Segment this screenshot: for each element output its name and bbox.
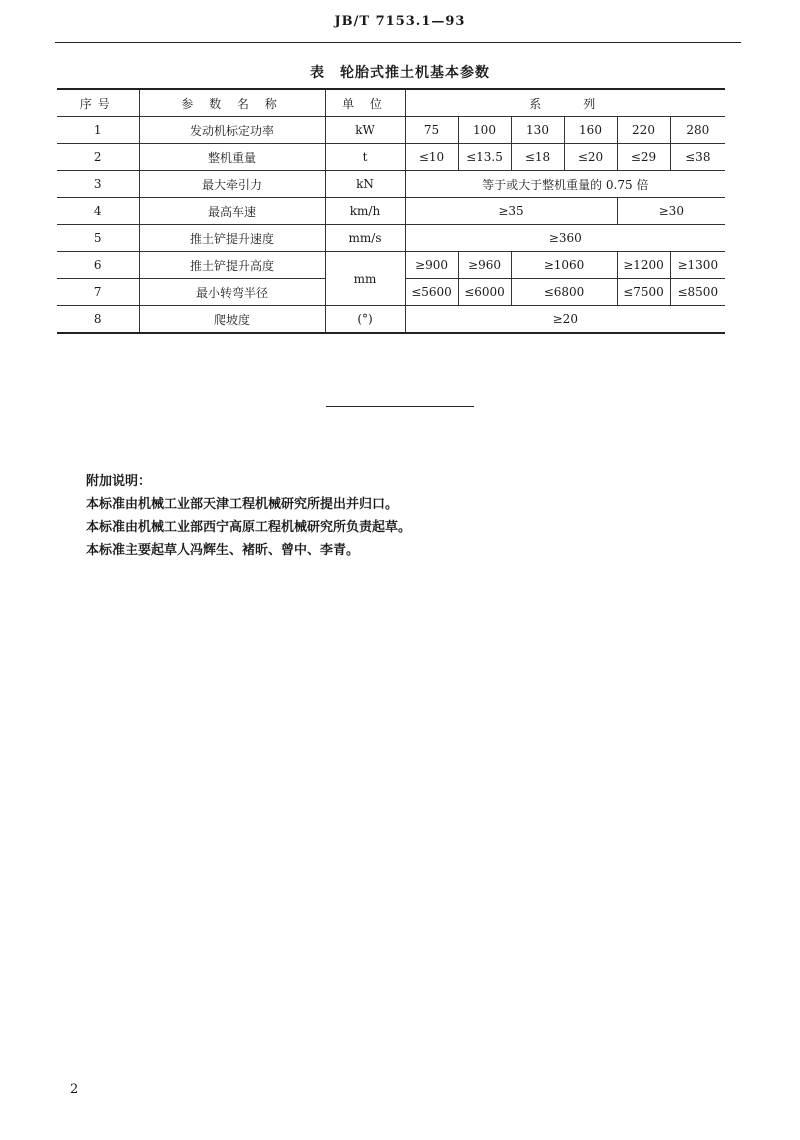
row-unit: (°): [325, 306, 405, 334]
row-index: 1: [57, 117, 139, 144]
notes-line: 本标准由机械工业部天津工程机械研究所提出并归口。: [86, 497, 399, 512]
row-value: ≤5600: [405, 279, 458, 306]
row-value: ≥1200: [617, 252, 670, 279]
row-unit: mm: [325, 252, 405, 306]
row-unit: km/h: [325, 198, 405, 225]
row-value: ≤10: [405, 144, 458, 171]
row-index: 2: [57, 144, 139, 171]
page-number: 2: [70, 1082, 79, 1097]
row-unit: mm/s: [325, 225, 405, 252]
row-name: 最高车速: [139, 198, 325, 225]
header-rule: [55, 42, 741, 43]
row-value: ≥30: [617, 198, 725, 225]
row-value: ≥35: [405, 198, 617, 225]
row-value: ≤29: [617, 144, 670, 171]
row-value: 280: [670, 117, 725, 144]
header-name: 参 数 名 称: [139, 89, 325, 117]
row-unit: kW: [325, 117, 405, 144]
standard-code: JB/T 7153.1—93: [334, 14, 466, 29]
parameters-table: [57, 88, 725, 334]
row-value: ≥1060: [511, 252, 617, 279]
table-row: [57, 252, 725, 279]
row-index: 3: [57, 171, 139, 198]
row-value: ≥1300: [670, 252, 725, 279]
row-value: ≤18: [511, 144, 564, 171]
row-name: 发动机标定功率: [139, 117, 325, 144]
row-value: ≥360: [405, 225, 725, 252]
table-title: 表 轮胎式推土机基本参数: [310, 65, 490, 81]
table-row: [57, 198, 725, 225]
table-row: [57, 144, 725, 171]
row-value: ≤8500: [670, 279, 725, 306]
row-name: 推土铲提升速度: [139, 225, 325, 252]
row-value: ≤6800: [511, 279, 617, 306]
header-index: 序号: [57, 89, 139, 117]
row-value: ≤7500: [617, 279, 670, 306]
row-value: ≤6000: [458, 279, 511, 306]
table-row: [57, 171, 725, 198]
row-index: 7: [57, 279, 139, 306]
table-row: [57, 306, 725, 334]
row-value: 220: [617, 117, 670, 144]
end-rule: [326, 406, 474, 407]
row-value: 75: [405, 117, 458, 144]
row-index: 5: [57, 225, 139, 252]
header-unit: 单 位: [325, 89, 405, 117]
notes-line: 本标准由机械工业部西宁高原工程机械研究所负责起草。: [86, 520, 412, 535]
additional-notes: [86, 470, 726, 562]
row-value: ≤13.5: [458, 144, 511, 171]
row-value: ≥900: [405, 252, 458, 279]
row-unit: t: [325, 144, 405, 171]
row-index: 4: [57, 198, 139, 225]
notes-heading: 附加说明：: [86, 474, 152, 489]
row-index: 6: [57, 252, 139, 279]
header-series: 系 列: [405, 89, 725, 117]
notes-line: 本标准主要起草人冯辉生、褚昕、曾中、李青。: [86, 543, 360, 558]
row-value: 160: [564, 117, 617, 144]
row-value: ≤38: [670, 144, 725, 171]
row-value: 100: [458, 117, 511, 144]
row-unit: kN: [325, 171, 405, 198]
row-index: 8: [57, 306, 139, 334]
table-header-row: [57, 89, 725, 117]
row-name: 最小转弯半径: [139, 279, 325, 306]
row-value: ≤20: [564, 144, 617, 171]
table-row: [57, 117, 725, 144]
row-name: 爬坡度: [139, 306, 325, 334]
table-row: [57, 225, 725, 252]
row-name: 推土铲提升高度: [139, 252, 325, 279]
row-value: ≥20: [405, 306, 725, 334]
row-name: 整机重量: [139, 144, 325, 171]
row-value: 等于或大于整机重量的 0.75 倍: [405, 171, 725, 198]
row-value: 130: [511, 117, 564, 144]
row-name: 最大牵引力: [139, 171, 325, 198]
row-value: ≥960: [458, 252, 511, 279]
